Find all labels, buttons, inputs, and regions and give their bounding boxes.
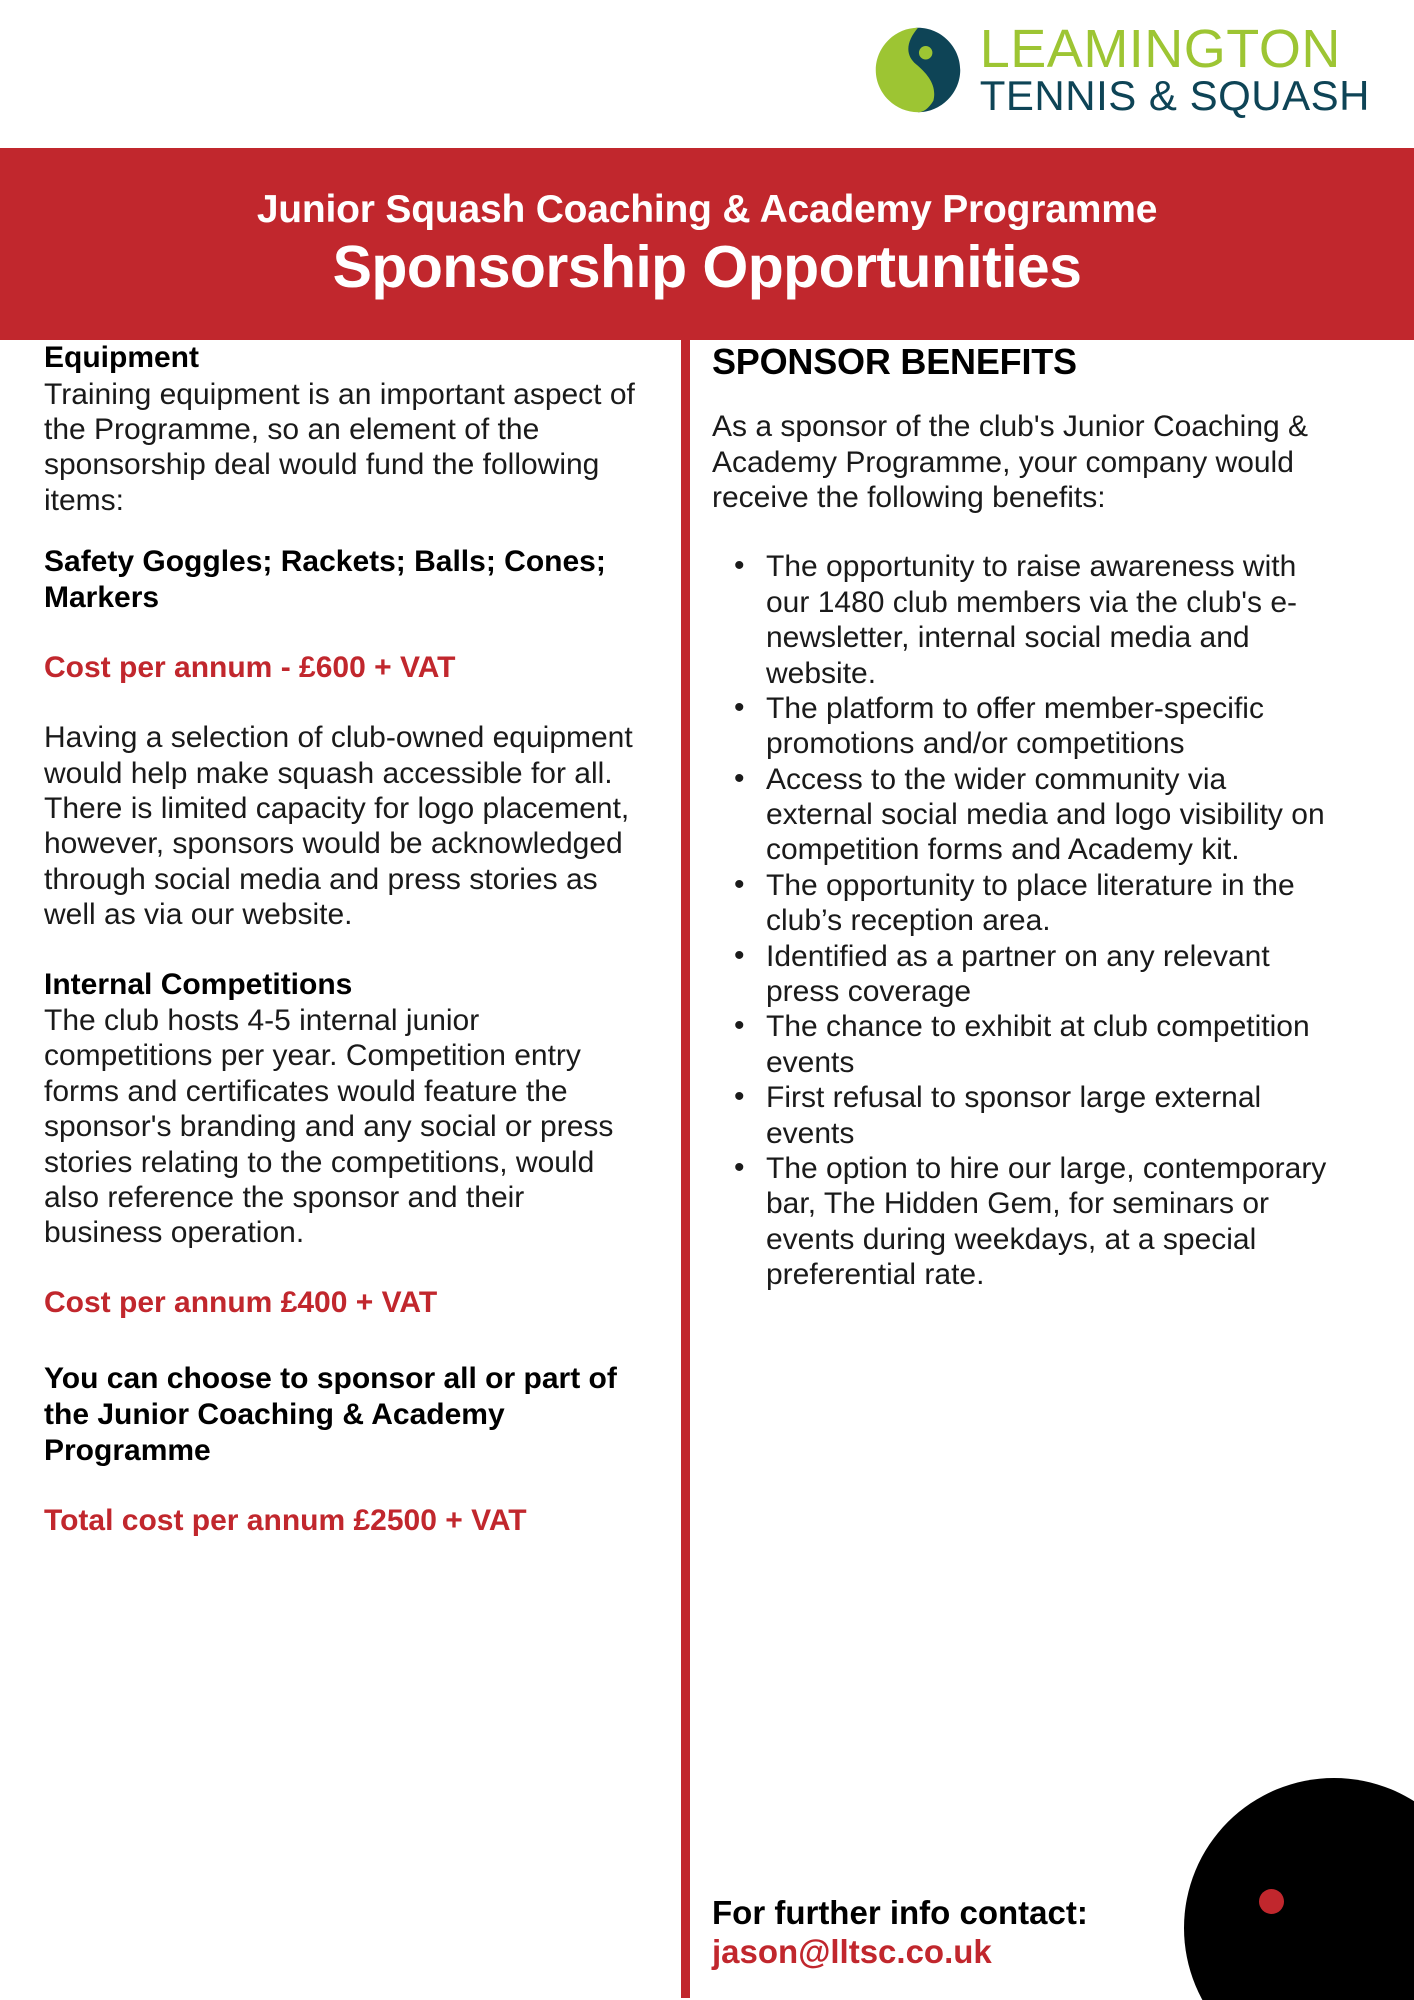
list-item: • The platform to offer member-specific promotions and/or competitions xyxy=(764,691,1332,762)
equipment-intro: Training equipment is an important aspect of the Programme, so an element of the sponsorship deal would fund the following items: xyxy=(44,377,635,517)
contact-label: For further info contact: xyxy=(712,1894,1088,1932)
equipment-detail: Having a selection of club-owned equipment would help make squash accessible for all. There is limited capacity for logo placement, however, sponsors would be acknowledged through social media and press stories as well as via our website. xyxy=(44,721,633,932)
leaf-yin-yang-logo-icon xyxy=(870,22,966,118)
competitions-heading: Internal Competitions xyxy=(44,967,353,1001)
total-cost: Total cost per annum £2500 + VAT xyxy=(44,1503,527,1537)
list-item: • The option to hire our large, contemporary bar, The Hidden Gem, for seminars or events during weekdays, at a special preferential rate. xyxy=(764,1151,1332,1293)
equipment-heading: Equipment xyxy=(44,341,199,374)
logo-wordmark xyxy=(979,18,1370,119)
logo-header xyxy=(0,0,1414,148)
competitions-body: The club hosts 4-5 internal junior competitions per year. Competition entry forms and certificates would feature the sponsor's branding and any social or press stories relating to the competitions, would also reference the sponsor and their business operation. xyxy=(44,1004,614,1250)
column-divider xyxy=(681,340,690,1998)
spacer xyxy=(44,1469,650,1503)
list-item: • The opportunity to place literature in the club’s reception area. xyxy=(764,868,1332,939)
club-logo xyxy=(870,18,1370,119)
right-column xyxy=(712,340,1332,1293)
list-item: • The opportunity to raise awareness with our 1480 club members via the club's e-newsletter, internal social media and website. xyxy=(764,549,1332,691)
benefits-list xyxy=(712,549,1332,1292)
spacer xyxy=(44,518,650,544)
banner-title: Sponsorship Opportunities xyxy=(332,234,1082,301)
spacer xyxy=(44,1251,650,1285)
logo-line-tennis-squash: TENNIS & SQUASH xyxy=(979,71,1370,119)
logo-line-leamington: LEAMINGTON xyxy=(979,18,1341,79)
contact-block xyxy=(712,1894,1272,1972)
list-item: • Identified as a partner on any relevant press coverage xyxy=(764,939,1332,1010)
spacer xyxy=(44,933,650,967)
list-item: • Access to the wider community via external social media and logo visibility on competition forms and Academy kit. xyxy=(764,762,1332,868)
content-area xyxy=(0,340,1414,2000)
list-item: • The chance to exhibit at club competition events xyxy=(764,1009,1332,1080)
spacer xyxy=(44,616,650,650)
spacer xyxy=(44,1321,650,1361)
sponsor-benefits-intro: As a sponsor of the club's Junior Coaching & Academy Programme, your company would receive the following benefits: xyxy=(712,410,1309,514)
spacer xyxy=(712,383,1332,409)
banner-subtitle: Junior Squash Coaching & Academy Programme xyxy=(256,187,1158,231)
equipment-items: Safety Goggles; Rackets; Balls; Cones; Markers xyxy=(44,545,606,615)
list-item: • First refusal to sponsor large external events xyxy=(764,1080,1332,1151)
left-column xyxy=(44,340,650,1539)
title-banner xyxy=(0,148,1414,340)
competitions-cost: Cost per annum £400 + VAT xyxy=(44,1285,438,1319)
equipment-cost: Cost per annum - £600 + VAT xyxy=(44,651,456,685)
contact-email[interactable]: jason@lltsc.co.uk xyxy=(712,1933,992,1971)
spacer xyxy=(712,515,1332,549)
sponsor-benefits-heading: SPONSOR BENEFITS xyxy=(712,341,1077,382)
spacer xyxy=(44,686,650,720)
closing-statement: You can choose to sponsor all or part of the Junior Coaching & Academy Programme xyxy=(44,1361,617,1467)
